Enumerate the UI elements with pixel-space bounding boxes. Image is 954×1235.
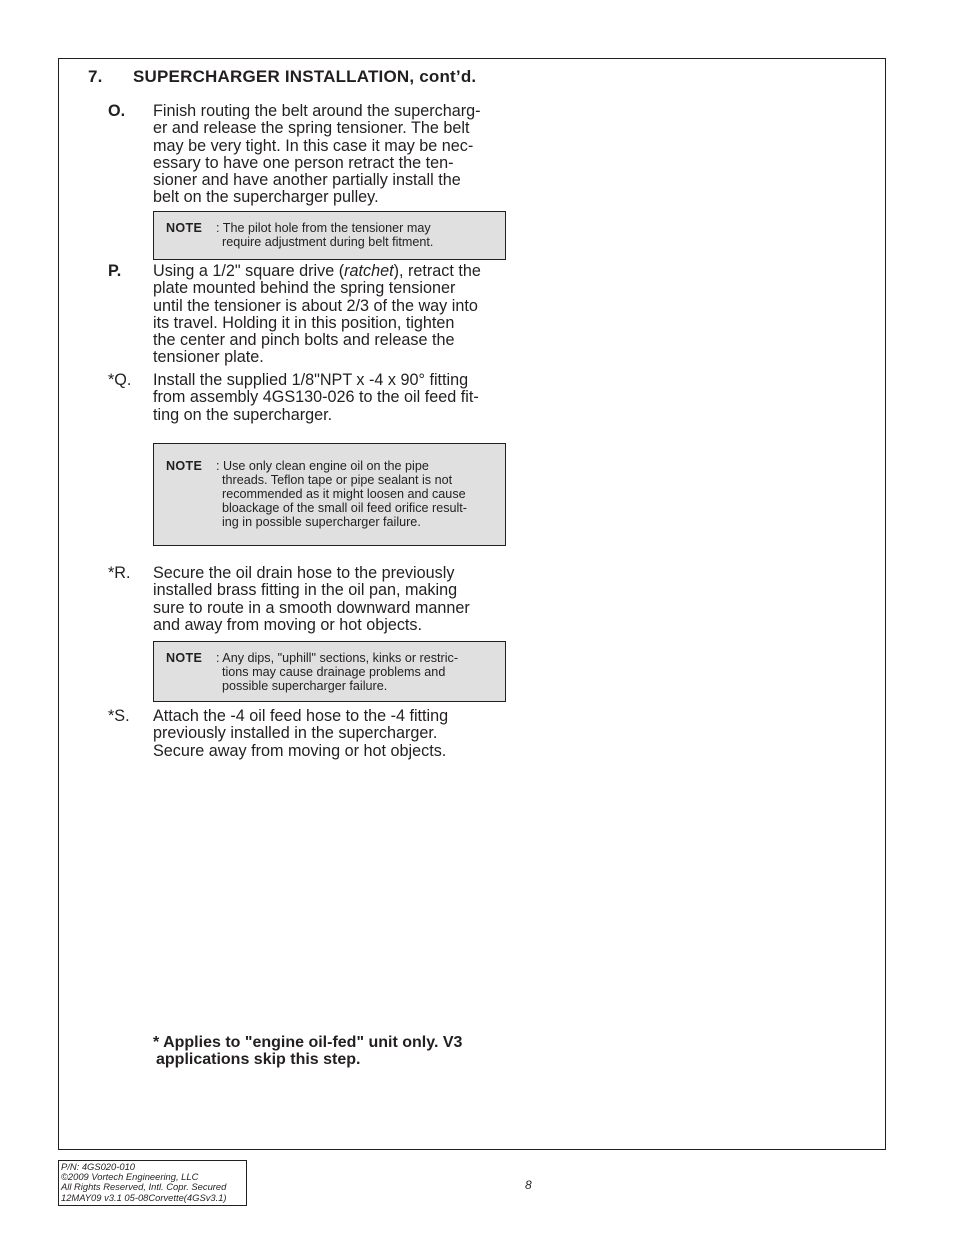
- text-line: tensioner plate.: [153, 348, 264, 367]
- section-heading: [88, 67, 476, 87]
- footnote: [153, 1034, 513, 1068]
- note-text: [216, 459, 496, 529]
- text-line: and away from moving or hot objects.: [153, 615, 423, 634]
- text-line: until the tensioner is about 2/3 of the way into: [153, 296, 478, 315]
- step-text: [153, 708, 508, 760]
- text-line: installed brass fitting in the oil pan, making: [153, 581, 458, 600]
- text-fragment: ), retract the: [393, 262, 481, 280]
- text-line: er and release the spring tensioner. The belt: [153, 119, 470, 138]
- text-line: ting on the supercharger.: [153, 405, 333, 424]
- section-title: SUPERCHARGER INSTALLATION, cont’d.: [133, 67, 477, 86]
- text-line: Secure the oil drain hose to the previously: [153, 564, 455, 582]
- text-line: tions may cause drainage problems and: [222, 665, 446, 679]
- step-text: [153, 103, 508, 207]
- text-line: : Use only clean engine oil on the pipe: [216, 459, 429, 473]
- text-line: Attach the -4 oil feed hose to the -4 fitting: [153, 707, 449, 725]
- step-text: [153, 565, 508, 634]
- footnote-line: applications skip this step.: [156, 1051, 361, 1068]
- text-line: belt on the supercharger pulley.: [153, 188, 379, 207]
- note-label: NOTE: [166, 459, 203, 473]
- step-label: *S.: [108, 707, 130, 725]
- text-line: possible supercharger failure.: [222, 679, 388, 693]
- part-number-box: [58, 1160, 247, 1206]
- step-label: O.: [108, 102, 126, 120]
- part-number: P/N: 4GS020-010: [61, 1161, 136, 1172]
- note-text: [216, 651, 496, 693]
- note-label: NOTE: [166, 651, 203, 665]
- text-line: its travel. Holding it in this position, tighten: [153, 313, 455, 332]
- text-line: essary to have one person retract the ten-: [153, 153, 454, 172]
- text-line: : The pilot hole from the tensioner may: [216, 221, 431, 235]
- text-line: : Any dips, "uphill" sections, kinks or restric-: [216, 651, 459, 665]
- text-line: Finish routing the belt around the supercharg-: [153, 102, 481, 120]
- text-line: [153, 263, 508, 280]
- text-line: require adjustment during belt fitment.: [222, 235, 434, 249]
- rights-line: All Rights Reserved, Intl. Copr. Secured: [61, 1181, 227, 1193]
- text-line: sure to route in a smooth downward manner: [153, 598, 470, 617]
- note-label: NOTE: [166, 221, 203, 235]
- step-text: [153, 372, 508, 424]
- text-line: from assembly 4GS130-026 to the oil feed fit-: [153, 388, 479, 407]
- text-line: threads. Teflon tape or pipe sealant is not: [222, 473, 453, 487]
- step-text: [153, 263, 508, 367]
- note-text: [216, 221, 496, 249]
- step-label: P.: [108, 262, 122, 280]
- text-line: plate mounted behind the spring tensioner: [153, 279, 456, 298]
- text-line: bloackage of the small oil feed orifice result-: [222, 501, 468, 515]
- text-fragment: Using a 1/2" square drive (: [153, 262, 345, 280]
- note-box: [153, 211, 506, 260]
- note-box: [153, 443, 506, 546]
- text-fragment-italic: ratchet: [344, 262, 394, 280]
- text-line: previously installed in the supercharger.: [153, 724, 438, 743]
- page-number: 8: [525, 1178, 532, 1192]
- step-label: *R.: [108, 564, 131, 582]
- note-box: [153, 641, 506, 702]
- step-label: *Q.: [108, 371, 132, 389]
- revision-line: 12MAY09 v3.1 05-08Corvette(4GSv3.1): [61, 1191, 227, 1203]
- section-number: 7.: [88, 67, 103, 86]
- text-line: Install the supplied 1/8"NPT x -4 x 90° fitting: [153, 371, 469, 389]
- text-line: recommended as it might loosen and cause: [222, 487, 466, 501]
- text-line: sioner and have another partially install the: [153, 171, 461, 190]
- text-line: may be very tight. In this case it may be nec-: [153, 136, 474, 155]
- text-line: Secure away from moving or hot objects.: [153, 741, 447, 760]
- copyright-line: ©2009 Vortech Engineering, LLC: [61, 1171, 199, 1183]
- footnote-line: * Applies to "engine oil-fed" unit only. V3: [153, 1034, 463, 1051]
- text-line: the center and pinch bolts and release the: [153, 331, 455, 350]
- text-line: ing in possible supercharger failure.: [222, 515, 421, 529]
